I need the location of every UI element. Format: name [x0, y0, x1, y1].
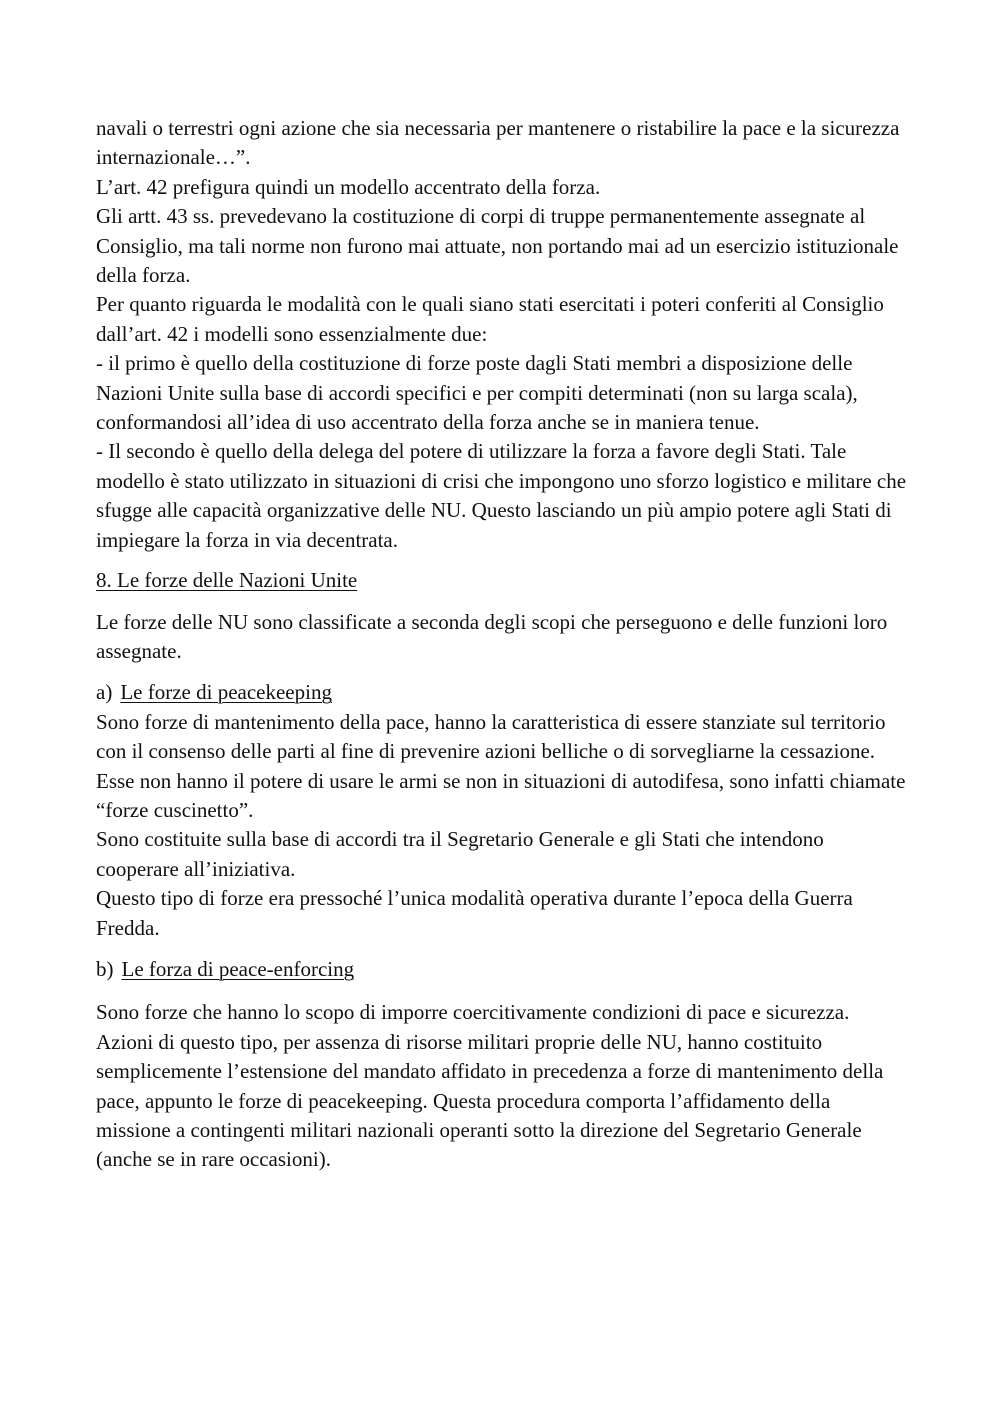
paragraph: Per quanto riguarda le modalità con le quali siano stati esercitati i poteri conferiti al Consiglio dall’art. 42 i modelli sono essenzialmente due: [96, 292, 884, 346]
paragraph: Questo tipo di forze era pressoché l’unica modalità operativa durante l’epoca della Guerra Fredda. [96, 886, 853, 940]
subsection-a-body [96, 708, 910, 943]
subsection-label: a) [96, 680, 113, 705]
subsection-b-body [96, 998, 910, 1174]
subsection-label: b) [96, 956, 114, 981]
section-intro: Le forze delle NU sono classificate a seconda degli scopi che perseguono e delle funzioni loro assegnate. [96, 609, 888, 663]
section-heading-text: 8. Le forze delle Nazioni Unite [96, 568, 358, 593]
paragraph: L’art. 42 prefigura quindi un modello accentrato della forza. [96, 174, 601, 199]
section-heading [96, 566, 910, 595]
subsection-heading-a [96, 678, 910, 707]
list-item: - Il secondo è quello della delega del potere di utilizzare la forza a favore degli Stati. Tale modello è stato utilizzato in situazioni di crisi che impongono uno sforzo logistico e militare che sfugge alle capacità organizzative delle NU. Questo lasciando un più ampio potere agli Stati di impiegare la forza in via decentrata. [96, 439, 907, 552]
paragraph: Azioni di questo tipo, per assenza di risorse militari proprie delle NU, hanno costituito semplicemente l’estensione del mandato affidato in precedenza a forze di mantenimento della pace, appunto le forze di peacekeeping. Questa procedura comporta l’affidamento della missione a contingenti militari nazionali operanti sotto la direzione del Segretario Generale (anche se in rare occasioni). [96, 1029, 884, 1172]
subsection-heading-b [96, 955, 910, 984]
paragraph: Sono costituite sulla base di accordi tra il Segretario Generale e gli Stati che intendono cooperare all’iniziativa. [96, 827, 824, 881]
intro-block [96, 114, 910, 555]
list-item: - il primo è quello della costituzione di forze poste dagli Stati membri a disposizione delle Nazioni Unite sulla base di accordi specifici e per compiti determinati (non su larga scala), conformandosi all’idea di uso accentrato della forza anche se in maniera tenue. [96, 351, 858, 435]
subsection-title: Le forze di peacekeeping [120, 680, 332, 705]
paragraph: Gli artt. 43 ss. prevedevano la costituzione di corpi di truppe permanentemente assegnate al Consiglio, ma tali norme non furono mai attuate, non portando mai ad un esercizio istituzionale della forza. [96, 204, 899, 288]
paragraph: Sono forze che hanno lo scopo di imporre coercitivamente condizioni di pace e sicurezza. [96, 1000, 850, 1025]
paragraph: Sono forze di mantenimento della pace, hanno la caratteristica di essere stanziate sul territorio con il consenso delle parti al fine di prevenire azioni belliche o di sorvegliarne la cessazione. [96, 709, 886, 764]
paragraph: Esse non hanno il potere di usare le armi se non in situazioni di autodifesa, sono infatti chiamate “forze cuscinetto”. [96, 768, 906, 822]
subsection-title: Le forza di peace-enforcing [121, 956, 355, 981]
paragraph: navali o terrestri ogni azione che sia necessaria per mantenere o ristabilire la pace e la sicurezza internazionale…”. [96, 116, 900, 170]
